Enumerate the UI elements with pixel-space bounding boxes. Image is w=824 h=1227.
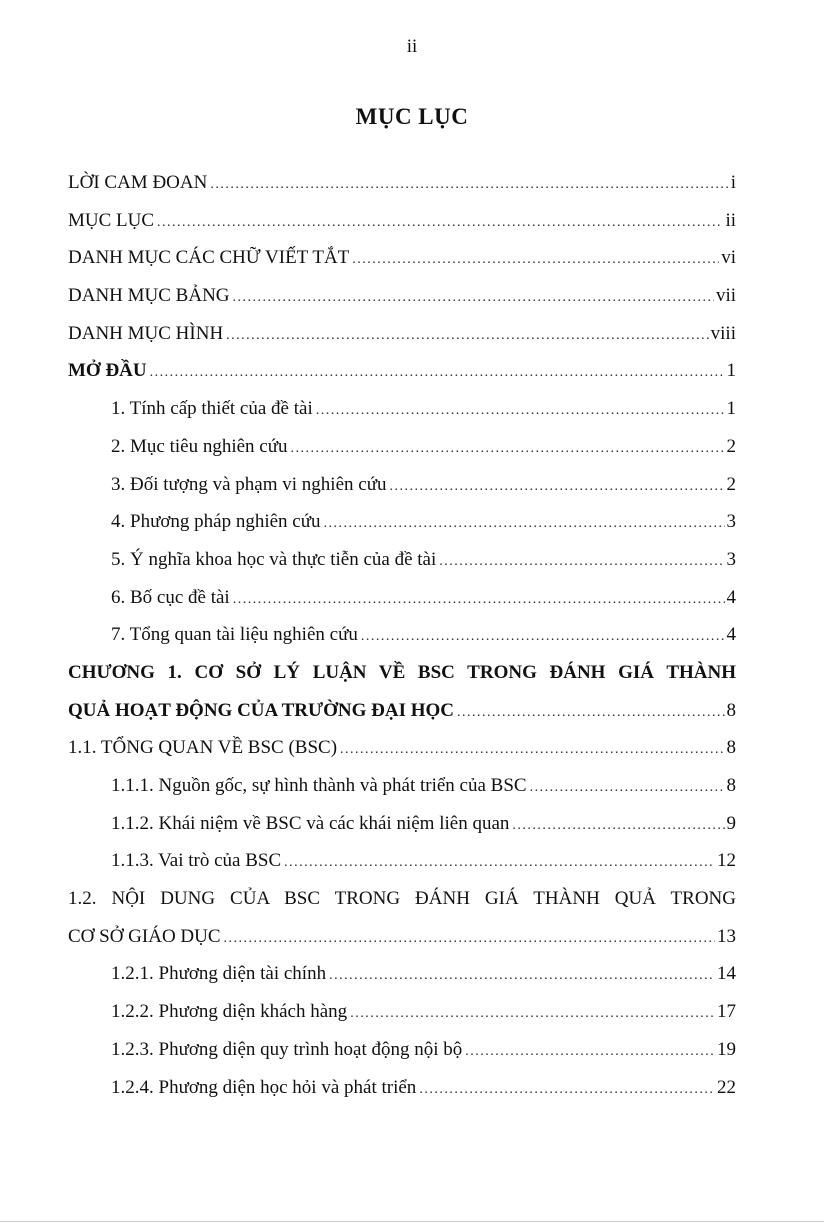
toc-entry-text-line1: 1.2. NỘI DUNG CỦA BSC TRONG ĐÁNH GIÁ THÀNH QUẢ TRONG	[68, 888, 736, 910]
dot-leader	[352, 241, 719, 279]
toc-entry-danh-muc-bang	[68, 277, 736, 315]
toc-entry-page: vii	[715, 285, 736, 307]
dot-leader	[350, 995, 715, 1033]
toc-entry-section-1-1-3	[68, 842, 736, 880]
toc-entry-mo-dau	[68, 352, 736, 390]
dot-leader	[419, 1071, 715, 1109]
dot-leader	[340, 731, 724, 769]
toc-entry-page: 2	[726, 473, 736, 495]
toc-entry-intro-3	[68, 466, 736, 504]
dot-leader	[157, 204, 723, 242]
table-of-contents	[68, 164, 736, 1106]
toc-entry-page: 3	[726, 548, 736, 570]
dot-leader	[530, 769, 725, 807]
toc-entry-page: i	[730, 172, 736, 193]
toc-entry-text: 2. Mục tiêu nghiên cứu	[111, 435, 288, 457]
toc-entry-text: MỞ ĐẦU	[68, 360, 147, 382]
dot-leader	[150, 354, 725, 392]
toc-entry-page: 17	[717, 1001, 736, 1023]
toc-entry-text: DANH MỤC CÁC CHỮ VIẾT TẮT	[68, 247, 350, 269]
toc-entry-section-1-1-2	[68, 805, 736, 843]
toc-entry-page: 3	[726, 511, 736, 533]
toc-entry-text: 1.1.2. Khái niệm về BSC và các khái niệm liên quan	[111, 812, 510, 834]
toc-entry-page: 2	[726, 435, 736, 457]
toc-entry-page: 14	[717, 963, 736, 985]
page-title: MỤC LỤC	[355, 104, 469, 129]
dot-leader	[316, 392, 725, 430]
toc-entry-text: 1.2.4. Phương diện học hỏi và phát triển	[111, 1076, 417, 1098]
dot-leader	[291, 430, 725, 468]
toc-entry-text-line2: CƠ SỞ GIÁO DỤC	[68, 925, 221, 947]
dot-leader	[210, 166, 728, 204]
toc-entry-intro-6	[68, 579, 736, 617]
toc-entry-page: 8	[726, 699, 736, 721]
toc-entry-intro-4	[68, 503, 736, 541]
dot-leader	[224, 920, 715, 958]
toc-entry-page: 13	[717, 925, 736, 947]
toc-entry-danh-muc-hinh	[68, 315, 736, 353]
dot-leader	[329, 957, 715, 995]
toc-entry-loi-cam-doan	[68, 164, 736, 202]
toc-entry-page: 9	[726, 812, 736, 834]
toc-entry-intro-2	[68, 428, 736, 466]
dot-leader	[284, 844, 715, 882]
toc-entry-intro-5	[68, 541, 736, 579]
dot-leader	[361, 618, 725, 656]
dot-leader	[324, 505, 725, 543]
dot-leader	[457, 694, 724, 732]
toc-entry-text: 1.1.1. Nguồn gốc, sự hình thành và phát triển của BSC	[111, 775, 527, 796]
page-number: ii	[406, 36, 418, 57]
toc-entry-text: 7. Tổng quan tài liệu nghiên cứu	[111, 624, 358, 646]
dot-leader	[233, 279, 714, 317]
toc-entry-page: 12	[717, 850, 736, 872]
toc-entry-text-line2: QUẢ HOẠT ĐỘNG CỦA TRƯỜNG ĐẠI HỌC	[68, 699, 455, 721]
toc-entry-page: 8	[726, 737, 736, 759]
toc-entry-page: 1	[726, 398, 736, 420]
toc-entry-intro-1	[68, 390, 736, 428]
toc-entry-section-1-2-1	[68, 955, 736, 993]
toc-entry-chapter-1	[68, 654, 736, 729]
toc-entry-text: LỜI CAM ĐOAN	[68, 172, 208, 193]
toc-entry-page: 4	[726, 586, 736, 608]
toc-entry-text: MỤC LỤC	[68, 209, 155, 231]
toc-entry-text: 5. Ý nghĩa khoa học và thực tiễn của đề tài	[111, 548, 437, 570]
toc-entry-text: 1.2.2. Phương diện khách hàng	[111, 1001, 348, 1023]
dot-leader	[226, 317, 708, 355]
toc-entry-text: 3. Đối tượng và phạm vi nghiên cứu	[111, 473, 387, 495]
dot-leader	[390, 468, 725, 506]
dot-leader	[465, 1033, 715, 1071]
toc-entry-text: 1. Tính cấp thiết của đề tài	[111, 398, 313, 420]
toc-entry-muc-luc	[68, 202, 736, 240]
toc-entry-section-1-2-4	[68, 1069, 736, 1107]
toc-entry-page: ii	[725, 209, 736, 231]
page-bottom-divider	[0, 1221, 824, 1222]
toc-entry-text: 1.2.1. Phương diện tài chính	[111, 963, 327, 985]
toc-entry-section-1-1	[68, 729, 736, 767]
toc-entry-text: 6. Bố cục đề tài	[111, 586, 230, 608]
dot-leader	[439, 543, 724, 581]
dot-leader	[512, 807, 724, 845]
dot-leader	[233, 581, 725, 619]
toc-entry-text-line1: CHƯƠNG 1. CƠ SỞ LÝ LUẬN VỀ BSC TRONG ĐÁNH GIÁ THÀNH	[68, 661, 736, 683]
toc-entry-intro-7	[68, 616, 736, 654]
toc-entry-text: 1.2.3. Phương diện quy trình hoạt động nội bộ	[111, 1038, 463, 1060]
toc-entry-text: 4. Phương pháp nghiên cứu	[111, 511, 321, 533]
toc-entry-danh-muc-chu-viet-tat	[68, 239, 736, 277]
toc-entry-text: 1.1.3. Vai trò của BSC	[111, 850, 282, 872]
toc-entry-page: vi	[721, 247, 736, 269]
toc-entry-section-1-2	[68, 880, 736, 955]
toc-entry-page: 1	[726, 360, 736, 382]
toc-entry-section-1-2-3	[68, 1031, 736, 1069]
toc-entry-text: DANH MỤC BẢNG	[68, 285, 230, 307]
toc-entry-text: 1.1. TỔNG QUAN VỀ BSC (BSC)	[68, 737, 338, 759]
toc-entry-section-1-1-1	[68, 767, 736, 805]
toc-entry-page: 8	[726, 775, 736, 796]
toc-entry-page: 4	[726, 624, 736, 646]
toc-entry-page: 19	[717, 1038, 736, 1060]
toc-entry-text: DANH MỤC HÌNH	[68, 322, 224, 344]
toc-entry-page: viii	[710, 322, 736, 344]
toc-entry-section-1-2-2	[68, 993, 736, 1031]
toc-entry-page: 22	[717, 1076, 736, 1098]
